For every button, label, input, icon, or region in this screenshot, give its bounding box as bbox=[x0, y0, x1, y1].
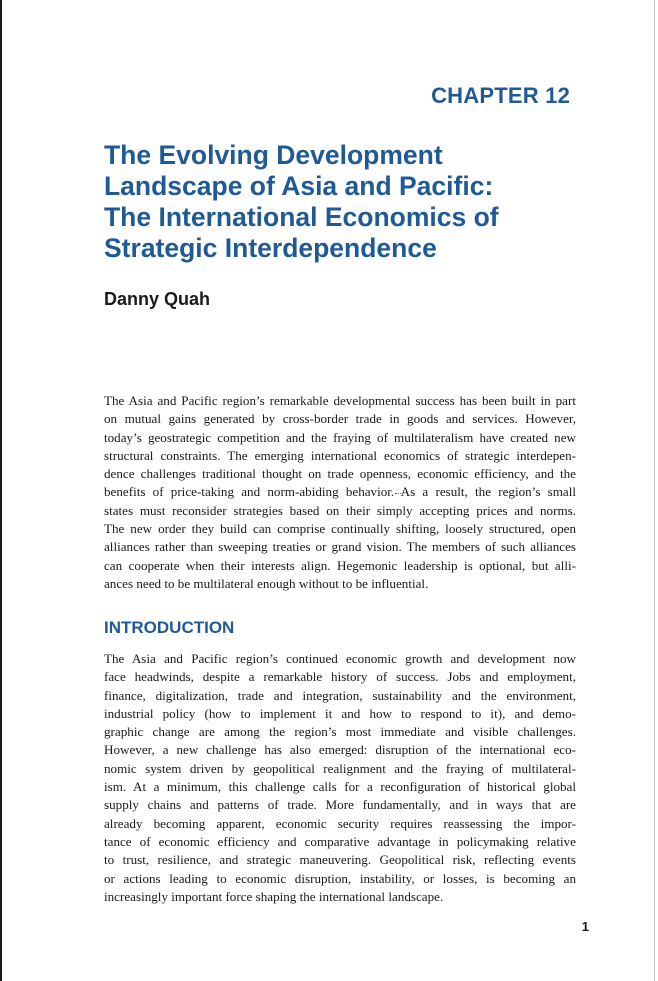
text-line: industrial policy (how to implement it and how to respond to it), and demo- bbox=[104, 705, 576, 721]
text-line: The new order they build can comprise continually shifting, loosely structured, open bbox=[104, 521, 576, 537]
text-line: dence challenges traditional thought on trade openness, economic efficiency, and the bbox=[104, 466, 576, 482]
text-line: graphic change are among the region’s most immediate and visible challenges. bbox=[104, 724, 576, 740]
text-line: finance, digitalization, trade and integration, sustainability and the environment, bbox=[104, 687, 576, 703]
text-line: benefits of price-taking and norm-abiding behavior. As a result, the region’s small bbox=[104, 484, 576, 500]
text-line: The Asia and Pacific region’s continued economic growth and development now bbox=[104, 651, 576, 666]
text-line: supply chains and patterns of trade. More fundamentally, and in ways that are bbox=[104, 797, 576, 813]
text-line: structural constraints. The emerging international economics of strategic interdepen- bbox=[104, 447, 576, 463]
section-heading-introduction: INTRODUCTION bbox=[104, 618, 235, 637]
text-line: face headwinds, despite a remarkable history of success. Jobs and employment, bbox=[104, 669, 576, 685]
title-line: Landscape of Asia and Pacific: bbox=[104, 171, 494, 201]
text-line: ances need to be multilateral enough without to be influential. bbox=[104, 575, 429, 591]
text-line: However, a new challenge has also emerged: disruption of the international eco- bbox=[104, 742, 576, 758]
chapter-label: CHAPTER 12 bbox=[431, 83, 570, 108]
title-line: Strategic Interdependence bbox=[104, 233, 437, 263]
text-line: The Asia and Pacific region’s remarkable developmental success has been built in part bbox=[104, 393, 576, 408]
chapter-title bbox=[104, 140, 574, 264]
text-line: states must reconsider strategies based on their simply accepting prices and norms. bbox=[104, 502, 576, 518]
introduction-paragraph bbox=[104, 650, 576, 906]
text-line: tance of economic efficiency and comparative advantage in policymaking relative bbox=[104, 833, 576, 849]
text-line: or actions leading to economic disruption, instability, or losses, is becoming an bbox=[104, 870, 576, 886]
text-line: today’s geostrategic competition and the fraying of multilateralism have created new bbox=[104, 429, 576, 445]
text-line: nomic system driven by geopolitical realignment and the fraying of multilateral- bbox=[104, 760, 576, 776]
text-line: already becoming apparent, economic security requires reassessing the impor- bbox=[104, 815, 576, 831]
title-line: The International Economics of bbox=[104, 202, 499, 232]
text-line: to trust, resilience, and strategic maneuvering. Geopolitical risk, reflecting events bbox=[104, 852, 576, 868]
abstract-paragraph bbox=[104, 392, 576, 593]
text-line: on mutual gains generated by cross-border trade in goods and services. However, bbox=[104, 411, 576, 427]
spellcheck-underline[interactable] bbox=[395, 490, 403, 494]
author-name: Danny Quah bbox=[104, 289, 211, 309]
text-line: ism. At a minimum, this challenge calls for a reconfiguration of historical global bbox=[104, 779, 576, 795]
title-line: The Evolving Development bbox=[104, 140, 443, 170]
text-line: increasingly important force shaping the international landscape. bbox=[104, 888, 444, 904]
page-number: 1 bbox=[581, 919, 589, 934]
text-line: can cooperate when their interests align. Hegemonic leadership is optional, but alli- bbox=[104, 557, 576, 573]
text-line: alliances rather than sweeping treaties or grand vision. The members of such alliances bbox=[104, 539, 576, 555]
